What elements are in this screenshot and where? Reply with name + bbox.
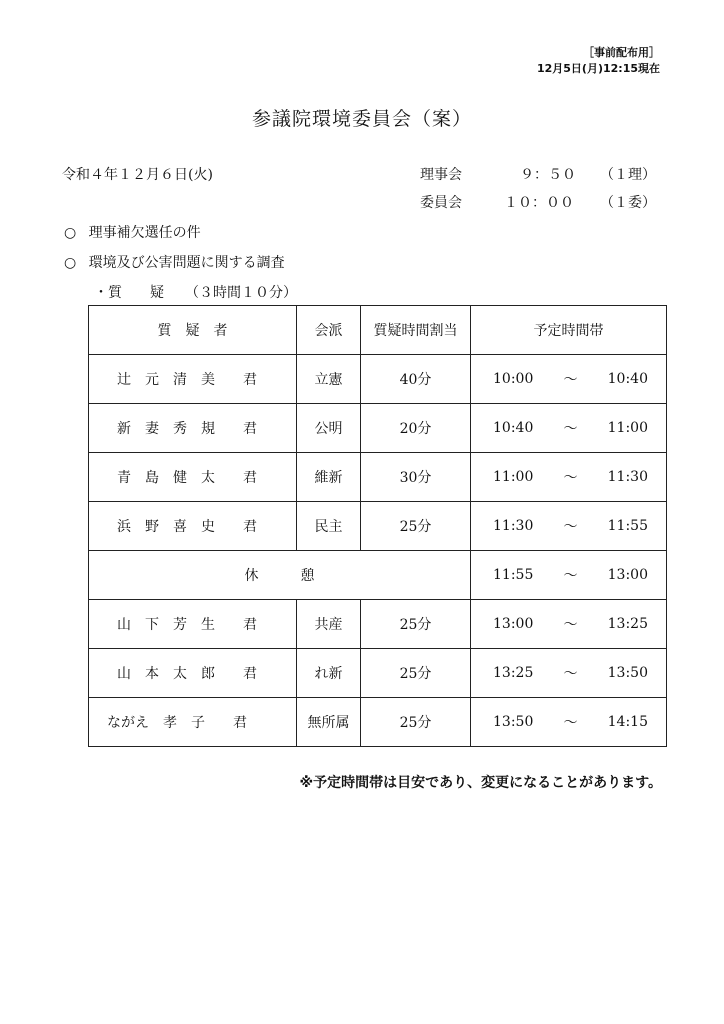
table-row xyxy=(89,453,667,502)
slot-end: 11:55 xyxy=(607,518,648,534)
slot-tilde: 〜 xyxy=(563,568,578,584)
slot-end: 11:30 xyxy=(607,469,648,485)
slot-start: 11:55 xyxy=(493,567,534,583)
meeting-label-riji: 理事会 xyxy=(420,167,462,183)
party-cell: 民主 xyxy=(297,502,361,551)
questioner-name: 浜 野 喜 史 君 xyxy=(89,502,297,551)
table-row xyxy=(89,698,667,747)
agenda-text: 環境及び公害問題に関する調査 xyxy=(88,255,285,271)
questioner-name: 山 本 太 郎 君 xyxy=(89,649,297,698)
slot-start: 11:30 xyxy=(493,518,534,534)
table-row xyxy=(89,600,667,649)
party-cell: れ新 xyxy=(297,649,361,698)
timeslot-cell xyxy=(471,698,667,747)
table-row xyxy=(89,404,667,453)
party-cell: 共産 xyxy=(297,600,361,649)
agenda-text: 理事補欠選任の件 xyxy=(88,225,201,241)
questioner-name: 青 島 健 太 君 xyxy=(89,453,297,502)
slot-end: 13:25 xyxy=(607,616,648,632)
agenda-bullet: ○ xyxy=(64,225,77,241)
slot-start: 13:50 xyxy=(493,714,534,730)
break-row xyxy=(89,551,667,600)
header-timeslot: 予定時間帯 xyxy=(471,306,667,355)
meeting-date: 令和４年１２月６日(火) xyxy=(62,167,213,183)
meeting-time-riji: ９：５０ xyxy=(520,167,576,183)
question-schedule-table xyxy=(88,305,667,747)
party-cell: 立憲 xyxy=(297,355,361,404)
slot-tilde: 〜 xyxy=(563,666,578,682)
distribution-label: ［事前配布用］ xyxy=(583,46,660,59)
slot-tilde: 〜 xyxy=(563,372,578,388)
as-of-timestamp: 12月5日(月)12:15現在 xyxy=(536,62,660,75)
slot-end: 14:15 xyxy=(607,714,648,730)
meeting-label-iinkai: 委員会 xyxy=(420,195,462,211)
duration-cell: 40分 xyxy=(361,355,471,404)
slot-end: 13:00 xyxy=(607,567,648,583)
header-questioner: 質 疑 者 xyxy=(89,306,297,355)
questioner-name: ながえ 孝 子 君 xyxy=(89,698,297,747)
schedule-note: ※予定時間帯は目安であり、変更になることがあります。 xyxy=(299,775,662,791)
table-row xyxy=(89,502,667,551)
duration-cell: 25分 xyxy=(361,698,471,747)
slot-start: 10:40 xyxy=(493,420,534,436)
duration-cell: 25分 xyxy=(361,502,471,551)
slot-end: 13:50 xyxy=(607,665,648,681)
agenda-bullet: ○ xyxy=(64,255,77,271)
timeslot-cell xyxy=(471,404,667,453)
timeslot-cell xyxy=(471,453,667,502)
table-header-row xyxy=(89,306,667,355)
party-cell: 無所属 xyxy=(297,698,361,747)
slot-start: 11:00 xyxy=(493,469,534,485)
duration-cell: 25分 xyxy=(361,649,471,698)
timeslot-cell xyxy=(471,649,667,698)
slot-tilde: 〜 xyxy=(563,470,578,486)
table-row xyxy=(89,355,667,404)
duration-cell: 30分 xyxy=(361,453,471,502)
party-cell: 維新 xyxy=(297,453,361,502)
questioner-name: 辻 元 清 美 君 xyxy=(89,355,297,404)
meeting-room-riji: （１理） xyxy=(600,167,656,183)
meeting-room-iinkai: （１委） xyxy=(600,195,656,211)
timeslot-cell xyxy=(471,551,667,600)
timeslot-cell xyxy=(471,355,667,404)
questioner-name: 新 妻 秀 規 君 xyxy=(89,404,297,453)
table-row xyxy=(89,649,667,698)
slot-tilde: 〜 xyxy=(563,617,578,633)
header-party: 会派 xyxy=(297,306,361,355)
duration-cell: 25分 xyxy=(361,600,471,649)
break-label: 休 憩 xyxy=(89,551,471,600)
questioner-name: 山 下 芳 生 君 xyxy=(89,600,297,649)
slot-tilde: 〜 xyxy=(563,421,578,437)
slot-start: 10:00 xyxy=(493,371,534,387)
slot-start: 13:25 xyxy=(493,665,534,681)
timeslot-cell xyxy=(471,502,667,551)
slot-end: 10:40 xyxy=(607,371,648,387)
meeting-time-iinkai: １０：００ xyxy=(504,195,574,211)
header-duration: 質疑時間割当 xyxy=(361,306,471,355)
agenda-item-2 xyxy=(64,252,285,272)
slot-end: 11:00 xyxy=(607,420,648,436)
party-cell: 公明 xyxy=(297,404,361,453)
duration-cell: 20分 xyxy=(361,404,471,453)
page-title: 参議院環境委員会（案） xyxy=(251,108,472,130)
slot-tilde: 〜 xyxy=(563,715,578,731)
slot-tilde: 〜 xyxy=(563,519,578,535)
agenda-item-1 xyxy=(64,222,201,242)
timeslot-cell xyxy=(471,600,667,649)
question-subitem: ・質 疑 （３時間１０分） xyxy=(94,285,297,301)
slot-start: 13:00 xyxy=(493,616,534,632)
